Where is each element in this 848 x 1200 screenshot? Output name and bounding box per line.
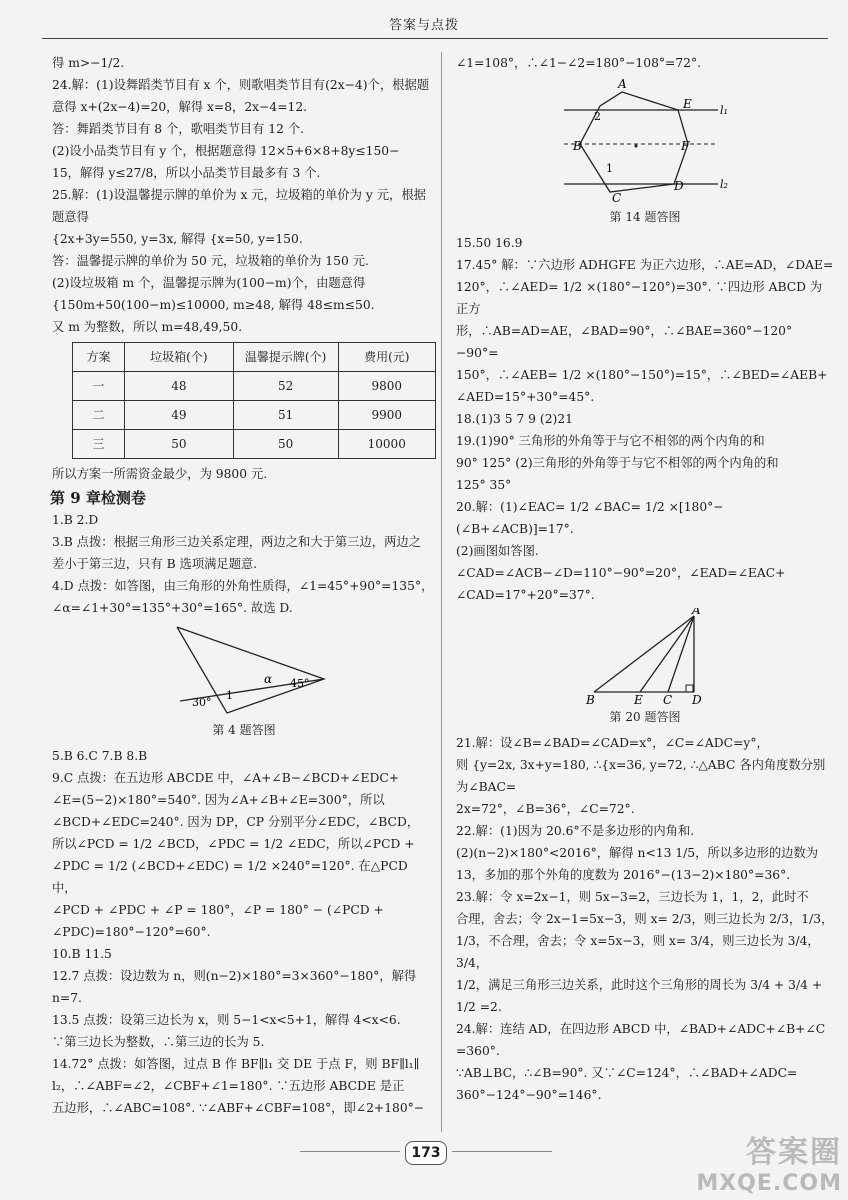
table-cell: 51 (233, 401, 338, 430)
answer-line: 12.7 点拨：设边数为 n，则(n−2)×180°=3×360°−180°，解得 n=7. (52, 969, 417, 1005)
figure-20 (456, 608, 834, 704)
answer-line: 20.解：(1)∠EAC= 1/2 ∠BAC= 1/2 ×[180°−(∠B+∠ACB)]=17°. (456, 500, 724, 536)
q25-line: 25.解：(1)设温馨提示牌的单价为 x 元，垃圾箱的单价为 y 元，根据 (52, 188, 426, 202)
answer-line: 则 {y=2x, 3x+y=180, ∴{x=36, y=72, ∴△ABC 各内角度数分别为∠BAC= (456, 758, 826, 794)
figure-14-caption: 第 14 题答图 (609, 210, 681, 224)
figure-14 (456, 76, 834, 204)
answer-line: 150°，∴∠AEB= 1/2 ×(180°−150°)=15°，∴∠BED=∠AEB+ (456, 368, 828, 382)
header-rule (42, 38, 828, 39)
answer-line: (2)画图如答图. (456, 544, 539, 558)
table-cell: 52 (233, 372, 338, 401)
column-divider (441, 52, 442, 1132)
figure-4 (52, 621, 436, 717)
answer-line: 18.(1)3 5 7 9 (2)21 (456, 412, 573, 426)
angle-alpha-label: α (264, 672, 273, 686)
label-l2: l₂ (720, 178, 728, 191)
answer-line: 15.50 16.9 (456, 236, 523, 250)
answer-line: (2)(n−2)×180°<2016°，解得 n<13 1/5，所以多边形的边数为 (456, 846, 819, 860)
answer-line: 9.C 点拨：在五边形 ABCDE 中，∠A+∠B−∠BCD+∠EDC+ (52, 771, 400, 785)
watermark-logo-text: 答案圈 (746, 1135, 842, 1170)
label-B: B (573, 139, 582, 153)
figure-20-diagram (456, 608, 834, 704)
figure-4-diagram (52, 621, 436, 717)
answer-line: 14.72° 点拨：如答图，过点 B 作 BF∥l₁ 交 DE 于点 F，则 BF∥l₁∥ (52, 1057, 420, 1071)
label-E: E (683, 97, 692, 111)
angle-45-label: 45° (290, 677, 310, 690)
answer-line: 所以∠PCD = 1/2 ∠BCD，∠PDC = 1/2 ∠EDC，所以∠PCD + (52, 837, 415, 851)
table-cell: 50 (233, 430, 338, 459)
table-cell: 48 (124, 372, 233, 401)
table-cell: 9900 (338, 401, 436, 430)
answer-line: 形，∴AB=AD=AE，∠BAD=90°，∴∠BAE=360°−120°−90°= (456, 324, 793, 360)
q25-system: {2x+3y=550, y=3x, 解得 {x=50, y=150. (52, 232, 303, 246)
watermark (696, 1127, 842, 1196)
label-D: D (674, 179, 684, 193)
page-number: 173 (405, 1141, 447, 1165)
table-cell: 10000 (338, 430, 436, 459)
answer-line: 19.(1)90° 三角形的外角等于与它不相邻的两个内角的和 (456, 434, 765, 448)
answer-line: ∠1=108°，∴∠1−∠2=180°−108°=72°. (456, 56, 702, 70)
q25-line: 题意得 (52, 210, 89, 224)
angle-30-label: 30° (192, 696, 212, 709)
answer-line: ∠CAD=17°+20°=37°. (456, 588, 595, 602)
label-C: C (663, 693, 673, 704)
answer-line: 5.B 6.C 7.B 8.B (52, 749, 148, 763)
watermark-url: MXQE.COM (696, 1171, 842, 1196)
answer-line: 13.5 点拨：设第三边长为 x，则 5−1<x<5+1，解得 4<x<6. (52, 1013, 401, 1027)
page-number-rule-right (452, 1151, 552, 1152)
answer-line: ∠BCD+∠EDC=240°. 因为 DP，CP 分别平分∠EDC，∠BCD， (52, 815, 420, 829)
answer-line: 125° 35° (456, 478, 512, 492)
side-ab (594, 616, 694, 692)
answer-line: ∠CAD=∠ACB−∠D=110°−90°=20°，∠EAD=∠EAC+ (456, 566, 786, 580)
answer-line: l₂，∴∠ABF=∠2，∠CBF+∠1=180°. ∵五边形 ABCDE 是正 (52, 1079, 405, 1093)
table-cell: 9800 (338, 372, 436, 401)
answer-line: 4.D 点拨：如答图，由三角形的外角性质得，∠1=45°+90°=135°， (52, 579, 434, 593)
answer-line: 10.B 11.5 (52, 947, 112, 961)
pentagon-shape (580, 92, 688, 192)
table-row (73, 372, 436, 401)
label-B: B (586, 693, 595, 704)
answer-line: ∵AB⊥BC，∴∠B=90°. 又∵∠C=124°，∴∠BAD+∠ADC= (456, 1066, 798, 1080)
answer-line: 24.解：连结 AD，在四边形 ABCD 中，∠BAD+∠ADC+∠B+∠C (456, 1022, 826, 1036)
q24-line: 24.解：(1)设舞蹈类节目有 x 个，则歌唱类节目有(2x−4)个，根据题 (52, 78, 430, 92)
center-dot (635, 145, 638, 148)
table-header-cell: 温馨提示牌(个) (233, 343, 338, 372)
table-row (73, 430, 436, 459)
answer-line: 23.解：令 x=2x−1，则 5x−3=2，三边长为 1，1，2，此时不 (456, 890, 809, 904)
side-ae (640, 616, 694, 692)
q25-line: 所以方案一所需资金最少，为 9800 元. (52, 467, 268, 481)
answer-line: ∠PDC)=180°−120°=60°. (52, 925, 211, 939)
side-ac (668, 616, 694, 692)
table-cell: 49 (124, 401, 233, 430)
answer-line: 得 m>−1/2. (52, 56, 125, 70)
right-column (456, 52, 834, 1106)
table-header-cell: 垃圾箱(个) (124, 343, 233, 372)
q24-line: 意得 x+(2x−4)=20，解得 x=8，2x−4=12. (52, 100, 308, 114)
q24-line: (2)设小品类节目有 y 个，根据题意得 12×5+6×8+8y≤150− (52, 144, 400, 158)
answer-line: 1/2 =2. (456, 1000, 502, 1014)
answer-line: 1.B 2.D (52, 513, 99, 527)
answer-line: 1/2，满足三角形三边关系，此时这个三角形的周长为 3/4 + 3/4 + (456, 978, 823, 992)
table-cell: 50 (124, 430, 233, 459)
q25-line: 又 m 为整数，所以 m=48,49,50. (52, 320, 243, 334)
answer-line: 90° 125° (2)三角形的外角等于与它不相邻的两个内角的和 (456, 456, 779, 470)
answer-line: 五边形，∴∠ABC=108°. ∵∠ABF+∠CBF=108°，即∠2+180°− (52, 1101, 425, 1115)
answer-line: ∠PDC = 1/2 (∠BCD+∠EDC) = 1/2 ×240°=120°. 在△PCD 中， (52, 859, 408, 895)
table-cell: 二 (73, 401, 125, 430)
answer-line: 3.B 点拨：根据三角形三边关系定理，两边之和大于第三边，两边之 (52, 535, 421, 549)
answer-line: ∠α=∠1+30°=135°+30°=165°. 故选 D. (52, 601, 293, 615)
label-F: F (681, 139, 690, 153)
answer-line: 120°，∴∠AED= 1/2 ×(180°−120°)=30°. ∵四边形 ABCD 为正方 (456, 280, 823, 316)
table-header-cell: 费用(元) (338, 343, 436, 372)
left-column (52, 52, 436, 1119)
label-A: A (618, 77, 627, 91)
angle-2-label: 2 (594, 110, 601, 123)
answer-line: =360°. (456, 1044, 500, 1058)
label-l1: l₁ (720, 104, 728, 117)
label-C: C (612, 191, 622, 204)
table-row (73, 401, 436, 430)
answer-line: 22.解：(1)因为 20.6°不是多边形的内角和. (456, 824, 695, 838)
answer-line: ∠AED=15°+30°=45°. (456, 390, 595, 404)
table-header-cell: 方案 (73, 343, 125, 372)
page-header-title: 答案与点拨 (388, 18, 459, 33)
angle-1-label: 1 (606, 162, 613, 175)
answer-line: 合理，舍去；令 2x−1=5x−3，则 x= 2/3，则三边长为 2/3，1/3， (456, 912, 834, 926)
angle-1-label: 1 (226, 689, 233, 702)
answer-line: ∠E=(5−2)×180°=540°. 因为∠A+∠B+∠E=300°，所以 (52, 793, 385, 807)
section-title: 第 9 章检测卷 (50, 489, 146, 507)
q25-system: {150m+50(100−m)≤10000, m≥48, 解得 48≤m≤50. (52, 298, 375, 312)
label-E: E (634, 693, 643, 704)
q25-line: 答：温馨提示牌的单价为 50 元，垃圾箱的单价为 150 元. (52, 254, 369, 268)
page-number-rule-left (300, 1151, 400, 1152)
label-D: D (692, 693, 702, 704)
answer-line: 17.45° 解：∵六边形 ADHGFE 为正六边形，∴AE=AD，∠DAE= (456, 258, 834, 272)
answer-line: 21.解：设∠B=∠BAD=∠CAD=x°，∠C=∠ADC=y°， (456, 736, 769, 750)
answer-line: ∠PCD + ∠PDC + ∠P = 180°，∠P = 180° − (∠PCD + (52, 903, 384, 917)
q24-line: 15，解得 y≤27/8，所以小品类节目最多有 3 个. (52, 166, 321, 180)
figure-4-caption: 第 4 题答图 (212, 723, 276, 737)
q24-line: 答：舞蹈类节目有 8 个，歌唱类节目有 12 个. (52, 122, 305, 136)
table-cell: 一 (73, 372, 125, 401)
answer-line: ∵第三边长为整数，∴第三边的长为 5. (52, 1035, 265, 1049)
scheme-table (72, 342, 436, 459)
right-angle-mark (686, 685, 693, 692)
answer-line: 13，多加的那个外角的度数为 2016°−(13−2)×180°=36°. (456, 868, 791, 882)
answer-line: 1/3，不合理，舍去；令 x=5x−3，则 x= 3/4，则三边长为 3/4，3/4， (456, 934, 820, 970)
figure-20-caption: 第 20 题答图 (609, 710, 681, 724)
figure-14-diagram (456, 76, 834, 204)
answer-line: 360°−124°−90°=146°. (456, 1088, 602, 1102)
answer-line: 2x=72°，∠B=36°，∠C=72°. (456, 802, 635, 816)
table-cell: 三 (73, 430, 125, 459)
table-header-row (73, 343, 436, 372)
label-A: A (692, 608, 701, 617)
q25-line: (2)设垃圾箱 m 个，温馨提示牌为(100−m)个，由题意得 (52, 276, 366, 290)
answer-line: 差小于第三边，只有 B 选项满足题意. (52, 557, 258, 571)
